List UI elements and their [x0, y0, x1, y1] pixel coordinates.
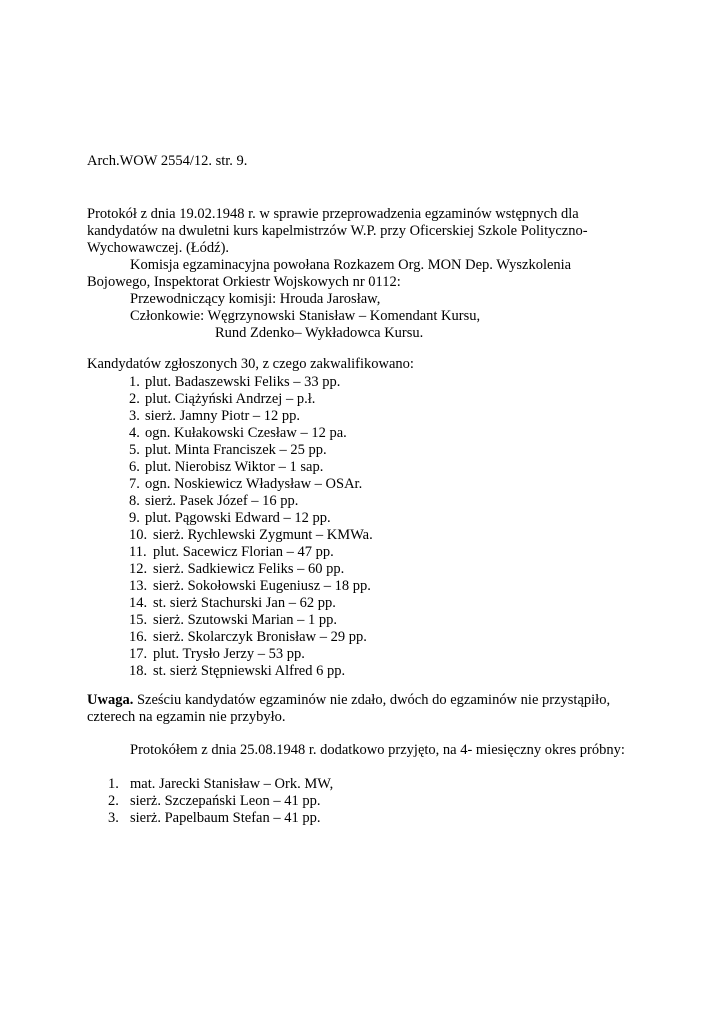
commission-line-1: Komisja egzaminacyjna powołana Rozkazem Org. MON Dep. Wyszkolenia [130, 257, 572, 273]
candidate-text: sierż. Pasek Józef – 16 pp. [145, 493, 299, 509]
candidate-item [129, 662, 345, 680]
candidate-number: 13. [129, 578, 148, 594]
candidate-item [129, 390, 315, 408]
additional-text: sierż. Szczepański Leon – 41 pp. [130, 793, 321, 809]
additional-text: sierż. Papelbaum Stefan – 41 pp. [130, 810, 321, 826]
candidate-item [129, 458, 323, 476]
candidate-number: 11. [129, 544, 147, 560]
candidate-text: st. sierż Stachurski Jan – 62 pp. [153, 595, 336, 611]
additional-item [108, 775, 333, 793]
candidate-text: plut. Minta Franciszek – 25 pp. [145, 442, 327, 458]
additional-number: 2. [108, 793, 119, 809]
candidate-number: 15. [129, 612, 148, 628]
candidate-item [129, 492, 298, 510]
additional-text: mat. Jarecki Stanisław – Ork. MW, [130, 776, 334, 792]
candidate-number: 6. [129, 459, 140, 475]
commission-member-2: Rund Zdenko– Wykładowca Kursu. [215, 325, 424, 341]
protocol-line-2: kandydatów na dwuletni kurs kapelmistrzów W.P. przy Oficerskiej Szkole Polityczno- [87, 223, 588, 239]
candidate-item [129, 611, 337, 629]
archive-reference: Arch.WOW 2554/12. str. 9. [87, 153, 248, 169]
candidate-text: sierż. Sokołowski Eugeniusz – 18 pp. [153, 578, 371, 594]
candidate-item [129, 373, 340, 391]
candidate-text: plut. Sacewicz Florian – 47 pp. [153, 544, 334, 560]
candidate-text: ogn. Kułakowski Czesław – 12 pa. [145, 425, 347, 441]
candidate-item [129, 560, 344, 578]
candidate-item [129, 543, 334, 561]
additional-number: 3. [108, 810, 119, 826]
candidate-text: sierż. Jamny Piotr – 12 pp. [145, 408, 301, 424]
candidate-text: ogn. Noskiewicz Władysław – OSAr. [145, 476, 363, 492]
candidate-number: 12. [129, 561, 148, 577]
candidate-number: 5. [129, 442, 140, 458]
candidate-number: 7. [129, 476, 140, 492]
note-text-1: Sześciu kandydatów egzaminów nie zdało, dwóch do egzaminów nie przystąpiło, [133, 692, 611, 708]
candidate-text: plut. Trysło Jerzy – 53 pp. [153, 646, 305, 662]
candidate-text: sierż. Szutowski Marian – 1 pp. [153, 612, 338, 628]
additional-intro: Protokółem z dnia 25.08.1948 r. dodatkowo przyjęto, na 4- miesięczny okres próbny: [130, 742, 625, 758]
candidate-text: plut. Nierobisz Wiktor – 1 sap. [145, 459, 324, 475]
protocol-line-3: Wychowawczej. (Łódź). [87, 240, 230, 256]
commission-members: Członkowie: Węgrzynowski Stanisław – Komendant Kursu, [130, 308, 481, 324]
candidate-number: 14. [129, 595, 148, 611]
candidate-text: sierż. Skolarczyk Bronisław – 29 pp. [153, 629, 367, 645]
candidate-item [129, 424, 347, 442]
candidate-item [129, 526, 373, 544]
commission-line-2: Bojowego, Inspektorat Orkiestr Wojskowych nr 0112: [87, 274, 401, 290]
additional-number: 1. [108, 776, 119, 792]
candidate-item [129, 509, 331, 527]
candidate-number: 16. [129, 629, 148, 645]
candidate-item [129, 407, 300, 425]
candidate-text: plut. Badaszewski Feliks – 33 pp. [145, 374, 341, 390]
candidate-number: 3. [129, 408, 140, 424]
candidate-text: sierż. Rychlewski Zygmunt – KMWa. [153, 527, 373, 543]
candidate-number: 17. [129, 646, 148, 662]
candidate-number: 4. [129, 425, 140, 441]
candidate-item [129, 645, 305, 663]
note-label: Uwaga. [87, 692, 134, 708]
candidate-number: 8. [129, 493, 140, 509]
candidate-text: st. sierż Stępniewski Alfred 6 pp. [153, 663, 346, 679]
candidate-item [129, 594, 336, 612]
candidate-item [129, 441, 327, 459]
additional-item [108, 792, 320, 810]
candidate-item [129, 475, 362, 493]
candidate-text: plut. Pągowski Edward – 12 pp. [145, 510, 331, 526]
candidate-number: 9. [129, 510, 140, 526]
note-line-1 [87, 691, 610, 709]
additional-item [108, 809, 320, 827]
candidate-number: 18. [129, 663, 148, 679]
candidate-item [129, 577, 371, 595]
commission-chairman: Przewodniczący komisji: Hrouda Jarosław, [130, 291, 381, 307]
candidates-intro: Kandydatów zgłoszonych 30, z czego zakwalifikowano: [87, 356, 414, 372]
candidate-item [129, 628, 367, 646]
candidate-number: 2. [129, 391, 140, 407]
note-line-2: czterech na egzamin nie przybyło. [87, 709, 286, 725]
candidate-text: plut. Ciążyński Andrzej – p.ł. [145, 391, 316, 407]
protocol-line-1: Protokół z dnia 19.02.1948 r. w sprawie przeprowadzenia egzaminów wstępnych dla [87, 206, 579, 222]
candidate-number: 10. [129, 527, 148, 543]
candidate-number: 1. [129, 374, 140, 390]
candidate-text: sierż. Sadkiewicz Feliks – 60 pp. [153, 561, 345, 577]
